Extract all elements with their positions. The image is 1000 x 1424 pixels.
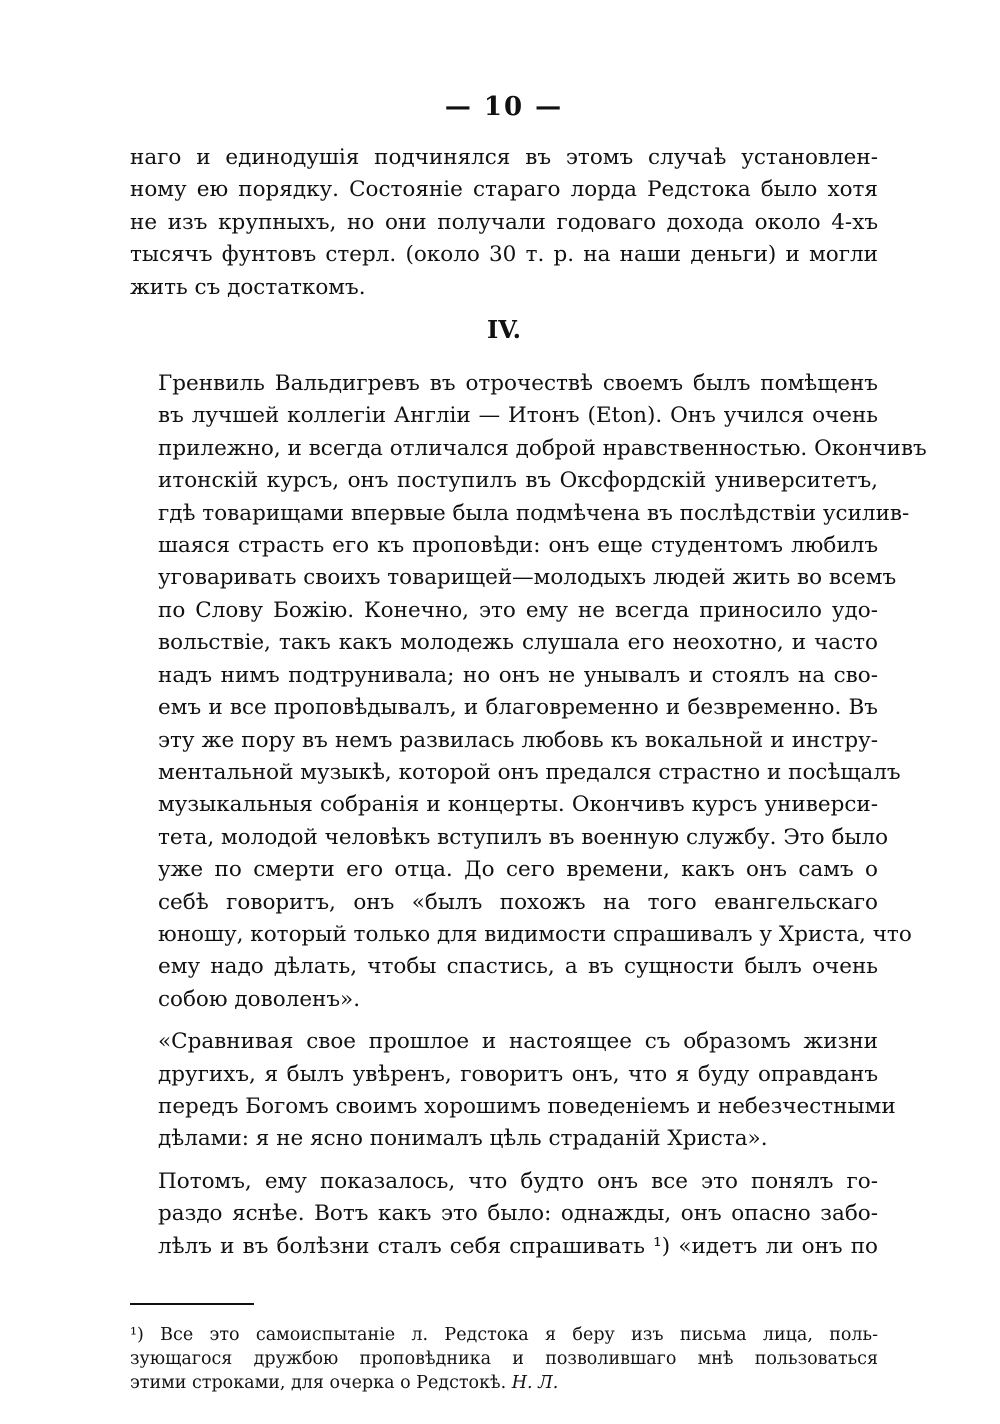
main-text <box>130 142 927 1263</box>
text-line: музыкальныя собранія и концерты. Окончивъ курсъ универси- <box>158 792 878 818</box>
book-page <box>130 92 927 1395</box>
footnote-divider <box>130 1303 254 1305</box>
text-line: собою доволенъ». <box>158 986 361 1012</box>
text-line: не изъ крупныхъ, но они получали годоваго дохода около 4-хъ <box>130 209 878 235</box>
text-line: себѣ говоритъ, онъ «былъ похожъ на того евангельскаго <box>158 889 878 915</box>
text-line: раздо яснѣе. Вотъ какъ это было: однажды, онъ опасно забо- <box>158 1201 878 1227</box>
text-line: эту же пору въ немъ развилась любовь къ вокальной и инстру- <box>158 727 878 753</box>
text-line: «Сравнивая свое прошлое и настоящее съ образомъ жизни <box>158 1029 878 1055</box>
footnote-line <box>130 1371 878 1395</box>
text-line: передъ Богомъ своимъ хорошимъ поведеніемъ и небезчестными <box>158 1093 896 1119</box>
text-line: ному ею порядку. Состояніе стараго лорда Редстока было хотя <box>130 177 878 203</box>
text-line: уже по смерти его отца. До сего времени, какъ онъ самъ о <box>158 857 878 883</box>
footnote-line: ¹) Все это самоиспытаніе л. Редстока я беру изъ письма лица, поль- <box>130 1325 878 1345</box>
text-line: Потомъ, ему показалось, что будто онъ все это понялъ го- <box>158 1168 878 1194</box>
paragraph-quote <box>130 1026 896 1156</box>
footnote-last-text: этими строками, для очерка о Редстокѣ. <box>130 1373 507 1393</box>
text-line: надъ нимъ подтрунивала; но онъ не унывалъ и стоялъ на сво- <box>158 662 878 688</box>
text-line: ему надо дѣлать, чтобы спастись, а въ сущности былъ очень <box>158 954 878 980</box>
text-line: въ лучшей коллегіи Англіи — Итонъ (Eton). Онъ учился очень <box>158 403 878 429</box>
text-line: гдѣ товарищами впервые была подмѣчена въ послѣдствіи усилив- <box>158 500 910 526</box>
text-line: уговаривать своихъ товарищей—молодыхъ людей жить во всемъ <box>158 565 897 591</box>
text-line: лѣлъ и въ болѣзни сталъ себя спрашивать ¹) «идетъ ли онъ по <box>158 1233 878 1259</box>
text-line: по Слову Божію. Конечно, это ему не всегда приносило удо- <box>158 597 878 623</box>
section-heading: IV. <box>486 315 521 345</box>
footnote-signature: Н. Л. <box>511 1373 559 1393</box>
paragraph-continuation <box>130 142 878 304</box>
text-line: юношу, который только для видимости спрашивалъ у Христа, что <box>158 921 912 947</box>
text-line: другихъ, я былъ увѣренъ, говоритъ онъ, что я буду оправданъ <box>158 1061 878 1087</box>
paragraph-early-life <box>130 368 927 1016</box>
footnote-line: зующагося дружбою проповѣдника и позволившаго мнѣ пользоваться <box>130 1349 878 1369</box>
text-line: Гренвиль Вальдигревъ въ отрочествѣ своемъ былъ помѣщенъ <box>158 371 878 397</box>
text-line: дѣлами: я не ясно понималъ цѣль страданій Христа». <box>158 1126 768 1152</box>
text-line: тысячъ фунтовъ стерл. (около 30 т. р. на наши деньги) и могли <box>130 242 878 268</box>
text-line: прилежно, и всегда отличался доброй нравственностью. Окончивъ <box>158 435 927 461</box>
text-line: наго и единодушія подчинялся въ этомъ случаѣ установлен- <box>130 145 878 170</box>
page-number: — 10 — <box>444 92 564 122</box>
paragraph-illness <box>130 1166 878 1263</box>
text-line: итонскій курсъ, онъ поступилъ въ Оксфордскій университетъ, <box>158 468 878 494</box>
text-line: тета, молодой человѣкъ вступилъ въ военную службу. Это было <box>158 824 889 850</box>
text-line: ментальной музыкѣ, которой онъ предался страстно и посѣщалъ <box>158 759 901 785</box>
text-line: шаяся страсть его къ проповѣди: онъ еще студентомъ любилъ <box>158 533 878 559</box>
text-line: жить съ достаткомъ. <box>130 274 366 300</box>
text-line: емъ и все проповѣдывалъ, и благовременно и безвременно. Въ <box>158 695 878 721</box>
text-line: вольствіе, такъ какъ молодежь слушала его неохотно, и часто <box>158 630 878 656</box>
footnote <box>130 1323 878 1395</box>
